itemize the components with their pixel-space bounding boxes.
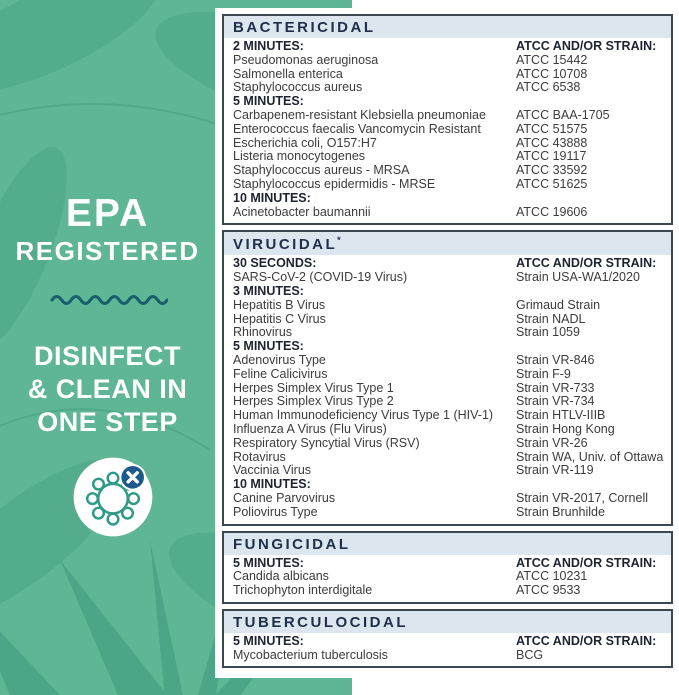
time-label: 2 MINUTES: xyxy=(233,39,304,53)
table-row xyxy=(233,206,662,220)
strain-cell: Strain VR-119 xyxy=(516,463,594,478)
table-row xyxy=(233,506,662,520)
table-row xyxy=(233,81,662,95)
table-row xyxy=(233,409,662,423)
strain-cell: ATCC 10231 xyxy=(516,569,588,584)
organism-cell: Enterococcus faecalis Vancomycin Resistant xyxy=(233,121,481,136)
x-badge-icon xyxy=(120,465,145,490)
strain-cell: Strain Hong Kong xyxy=(516,421,615,436)
organism-cell: Staphylococcus aureus - MRSA xyxy=(233,163,410,178)
strain-column-header xyxy=(516,285,662,299)
strain-column-header: ATCC AND/OR STRAIN: xyxy=(516,256,657,271)
organism-cell: Mycobacterium tuberculosis xyxy=(233,647,388,662)
time-group-row xyxy=(233,285,662,299)
section-title: BACTERICIDAL xyxy=(224,16,671,38)
organism-cell: Feline Calicivirus xyxy=(233,366,328,381)
table-row xyxy=(233,271,662,285)
organism-cell: Hepatitis C Virus xyxy=(233,311,326,326)
strain-cell: ATCC 15442 xyxy=(516,52,588,67)
organism-cell: Herpes Simplex Virus Type 1 xyxy=(233,380,394,395)
table-row xyxy=(233,368,662,382)
strain-cell: Strain VR-734 xyxy=(516,394,595,409)
organism-cell: Hepatitis B Virus xyxy=(233,297,326,312)
table-row xyxy=(233,326,662,340)
organism-cell: Influenza A Virus (Flu Virus) xyxy=(233,421,387,436)
strain-cell: Strain 1059 xyxy=(516,325,580,340)
strain-column-header xyxy=(516,95,662,109)
section-title: TUBERCULOCIDAL xyxy=(224,611,671,633)
section-body xyxy=(224,38,671,223)
table-row xyxy=(233,68,662,82)
strain-cell: ATCC 9533 xyxy=(516,583,581,598)
strain-cell: ATCC 43888 xyxy=(516,135,588,150)
strain-column-header xyxy=(516,340,662,354)
organism-cell: Carbapenem-resistant Klebsiella pneumoniae xyxy=(233,107,486,122)
strain-column-header: ATCC AND/OR STRAIN: xyxy=(516,633,657,648)
organism-cell: Acinetobacter baumannii xyxy=(233,204,371,219)
time-label: 5 MINUTES: xyxy=(233,633,304,648)
efficacy-panel xyxy=(215,8,679,678)
strain-cell: ATCC 33592 xyxy=(516,163,588,178)
section-bactericidal xyxy=(222,14,673,225)
organism-cell: Rotavirus xyxy=(233,449,286,464)
organism-cell: Candida albicans xyxy=(233,569,329,584)
organism-cell: Herpes Simplex Virus Type 2 xyxy=(233,394,394,409)
table-row xyxy=(233,570,662,584)
time-group-row xyxy=(233,95,662,109)
organism-cell: Vaccinia Virus xyxy=(233,463,312,478)
tagline-line-3: ONE STEP xyxy=(37,407,178,437)
organism-cell: Staphylococcus aureus xyxy=(233,80,363,95)
organism-cell: Adenovirus Type xyxy=(233,352,326,367)
section-tuberculocidal xyxy=(222,609,673,669)
strain-cell: Grimaud Strain xyxy=(516,297,601,312)
virus-x-icon xyxy=(72,456,154,538)
left-text-column xyxy=(0,0,215,695)
table-row xyxy=(233,464,662,478)
section-body xyxy=(224,633,671,667)
strain-cell: ATCC 10708 xyxy=(516,66,588,81)
section-fungicidal xyxy=(222,531,673,604)
section-body xyxy=(224,255,671,523)
table-row xyxy=(233,123,662,137)
time-label: 10 MINUTES: xyxy=(233,190,311,205)
section-title: VIRUCIDAL* xyxy=(224,232,671,255)
time-group-row xyxy=(233,192,662,206)
time-group-row xyxy=(233,340,662,354)
organism-cell: Rhinovirus xyxy=(233,325,293,340)
time-group-row xyxy=(233,478,662,492)
time-label: 10 MINUTES: xyxy=(233,477,311,492)
strain-cell: Strain VR-846 xyxy=(516,352,595,367)
table-row xyxy=(233,150,662,164)
organism-cell: Listeria monocytogenes xyxy=(233,149,366,164)
table-row xyxy=(233,137,662,151)
organism-cell: Staphylococcus epidermidis - MRSE xyxy=(233,176,436,191)
table-row xyxy=(233,54,662,68)
table-row xyxy=(233,354,662,368)
organism-cell: Pseudomonas aeruginosa xyxy=(233,52,379,67)
strain-cell: ATCC 19117 xyxy=(516,149,587,164)
strain-cell: Strain USA-WA1/2020 xyxy=(516,270,640,285)
organism-cell: Poliovirus Type xyxy=(233,504,318,519)
asterisk-mark: * xyxy=(337,235,341,246)
table-row xyxy=(233,299,662,313)
strain-cell: Strain VR-733 xyxy=(516,380,595,395)
time-group-row xyxy=(233,40,662,54)
section-title: FUNGICIDAL xyxy=(224,533,671,555)
wavy-divider xyxy=(50,293,168,307)
strain-cell: Strain VR-2017, Cornell xyxy=(516,490,649,505)
strain-cell: ATCC 6538 xyxy=(516,80,581,95)
table-row xyxy=(233,313,662,327)
organism-cell: Escherichia coli, O157:H7 xyxy=(233,135,377,150)
strain-cell: Strain NADL xyxy=(516,311,586,326)
table-row xyxy=(233,164,662,178)
time-group-row xyxy=(233,557,662,571)
registered-heading: REGISTERED xyxy=(15,236,200,266)
strain-cell: ATCC 51575 xyxy=(516,121,588,136)
table-row xyxy=(233,437,662,451)
table-row xyxy=(233,178,662,192)
organism-cell: Respiratory Syncytial Virus (RSV) xyxy=(233,435,420,450)
strain-cell: Strain HTLV-IIIB xyxy=(516,408,606,423)
table-row xyxy=(233,584,662,598)
section-body xyxy=(224,555,671,602)
organism-cell: Trichophyton interdigitale xyxy=(233,583,373,598)
table-row xyxy=(233,649,662,663)
table-row xyxy=(233,451,662,465)
time-label: 3 MINUTES: xyxy=(233,283,304,298)
strain-cell: ATCC 19606 xyxy=(516,204,588,219)
strain-cell: Strain VR-26 xyxy=(516,435,588,450)
strain-cell: ATCC BAA-1705 xyxy=(516,107,610,122)
strain-cell: Strain F-9 xyxy=(516,366,571,381)
strain-column-header xyxy=(516,478,662,492)
time-label: 5 MINUTES: xyxy=(233,555,304,570)
table-row xyxy=(233,423,662,437)
tagline-line-2: & CLEAN IN xyxy=(27,374,188,404)
time-label: 5 MINUTES: xyxy=(233,339,304,354)
organism-cell: Salmonella enterica xyxy=(233,66,343,81)
organism-cell: Human Immunodeficiency Virus Type 1 (HIV-1) xyxy=(233,408,494,423)
time-label: 30 SECONDS: xyxy=(233,256,317,271)
strain-column-header xyxy=(516,192,662,206)
time-group-row xyxy=(233,257,662,271)
tagline-line-1: DISINFECT xyxy=(33,341,181,371)
table-row xyxy=(233,382,662,396)
strain-column-header: ATCC AND/OR STRAIN: xyxy=(516,39,657,53)
organism-cell: Canine Parvovirus xyxy=(233,490,336,505)
strain-column-header: ATCC AND/OR STRAIN: xyxy=(516,555,657,570)
table-row xyxy=(233,109,662,123)
organism-cell: SARS-CoV-2 (COVID-19 Virus) xyxy=(233,270,408,285)
section-virucidal xyxy=(222,230,673,525)
strain-cell: Strain WA, Univ. of Ottawa xyxy=(516,449,664,464)
epa-heading: EPA xyxy=(65,192,150,235)
strain-cell: Strain Brunhilde xyxy=(516,504,605,519)
strain-cell: BCG xyxy=(516,647,544,662)
strain-cell: ATCC 51625 xyxy=(516,176,588,191)
table-row xyxy=(233,395,662,409)
time-label: 5 MINUTES: xyxy=(233,94,304,109)
tagline-text xyxy=(0,340,215,439)
time-group-row xyxy=(233,635,662,649)
table-row xyxy=(233,492,662,506)
